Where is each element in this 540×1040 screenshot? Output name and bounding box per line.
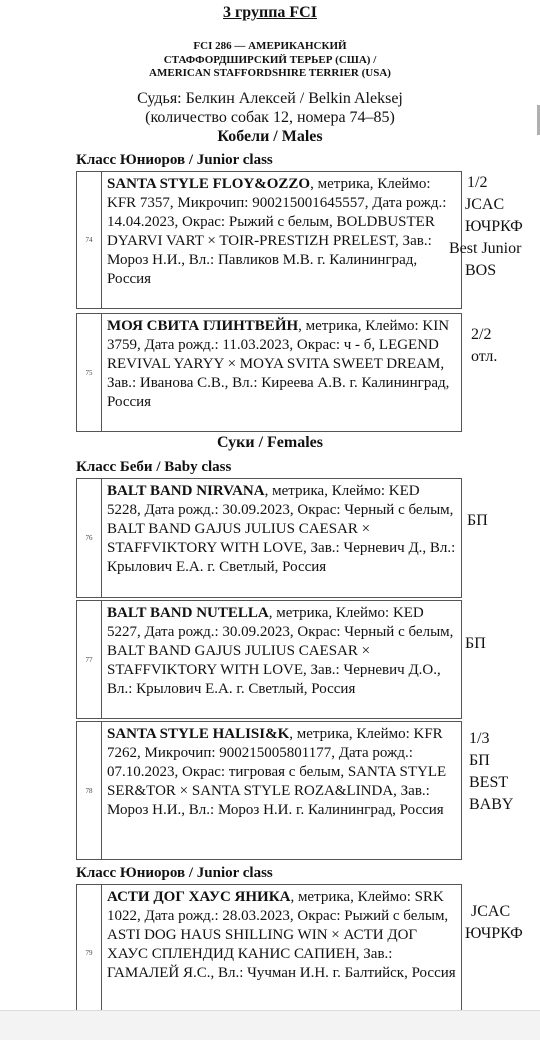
result-grade: 1/2	[467, 174, 488, 191]
dog-details: , метрика, Клеймо: KIN 3759, Дата рожд.: 11.03.2023, Окрас: ч - б, LEGEND REVIVAL YARYY × MOYA SVITA SWEET DREAM, Зав.: Иванова С.В., Вл.: Киреева А.В. г. Калининград, Россия	[107, 318, 450, 410]
entry-results	[465, 901, 523, 945]
entry-results	[449, 172, 523, 282]
breed-line-3: AMERICAN STAFFORDSHIRE TERRIER (USA)	[149, 67, 391, 79]
section-males: Кобели / Males	[217, 128, 323, 145]
class-title-females-junior: Класс Юниоров / Junior class	[76, 865, 273, 881]
entry-number: 74	[77, 172, 102, 308]
class-title-females-baby: Класс Беби / Baby class	[76, 459, 232, 475]
section-females: Суки / Females	[216, 434, 323, 451]
entry-row	[76, 478, 462, 598]
entry-text	[107, 725, 457, 820]
entry-number: 79	[77, 885, 102, 1020]
dog-name: SANTA STYLE FLOY&OZZO	[107, 176, 311, 192]
entry-text	[107, 888, 457, 983]
entry-results	[471, 324, 497, 368]
result-grade: 1/3	[469, 730, 490, 747]
result-title: BEST	[469, 774, 509, 791]
dog-details: , метрика, Клеймо: KED 5228, Дата рожд.: 30.09.2023, Окрас: Черный с белым, BALT BAND GAJUS JULIUS CAESAR × STAFFVIKTORY WITH LOVE, Зав.: Черневич Д., Вл.: Крылович Е.А. г. Светлый, Россия	[107, 483, 456, 575]
result-title: ЮЧРКФ	[465, 218, 523, 235]
entry-results	[467, 510, 488, 532]
entry-number: 75	[77, 314, 102, 431]
entry-number: 76	[77, 479, 102, 597]
entry-row	[76, 600, 462, 719]
entry-number: 77	[77, 601, 102, 718]
judge-info	[0, 89, 540, 127]
dog-name: SANTA STYLE HALISI&K	[107, 726, 290, 742]
result-title: BOS	[465, 262, 497, 279]
result-grade: БП	[465, 635, 486, 652]
entry-row	[76, 171, 462, 309]
result-grade: 2/2	[471, 326, 492, 343]
group-title: 3 группа FCI	[223, 4, 317, 21]
entry-number: 78	[77, 722, 102, 859]
result-title: JCAC	[471, 903, 511, 920]
dog-details: , метрика, Клеймо: KFR 7262, Микрочип: 900215005801177, Дата рожд.: 07.10.2023, Окрас: тигровая с белым, SANTA STYLE SER&TOR × SANTA STYLE ROZA&LINDA, Зав.: Мороз Н.И., Вл.: Мороз Н.И. г. Калининград, Россия	[107, 726, 447, 818]
result-title: BABY	[469, 796, 514, 813]
breed-heading	[0, 40, 540, 81]
entry-text	[107, 482, 457, 577]
entry-results	[465, 633, 486, 655]
judge-name: Судья: Белкин Алексей / Belkin Aleksej	[137, 90, 403, 107]
dog-name: МОЯ СВИТА ГЛИНТВЕЙН	[107, 318, 299, 334]
entry-text	[107, 604, 457, 699]
result-title: Best Junior	[449, 240, 522, 257]
class-title-males-junior: Класс Юниоров / Junior class	[76, 152, 273, 168]
entry-text	[107, 175, 457, 289]
bottom-bar	[0, 1010, 540, 1040]
entry-row	[76, 313, 462, 432]
dog-details: , метрика, Клеймо: KFR 7357, Микрочип: 900215001645557, Дата рожд.: 14.04.2023, Окрас: Рыжий с белым, BOLDBUSTER DYARVI VART × TOIR-PRESTIZH PRELEST, Зав.: Мороз Н.И., Вл.: Павликов М.В. г. Калининград, Россия	[107, 176, 447, 287]
result-grade: БП	[467, 512, 488, 529]
breed-line-2: СТАФФОРДШИРСКИЙ ТЕРЬЕР (США) /	[163, 53, 377, 66]
result-title: JCAC	[465, 196, 505, 213]
dog-count: (количество собак 12, номера 74–85)	[145, 109, 395, 126]
dog-details: , метрика, Клеймо: KED 5227, Дата рожд.: 30.09.2023, Окрас: Черный с белым, BALT BAND GAJUS JULIUS CAESAR × STAFFVIKTORY WITH LOVE, Зав.: Черневич Д.О., Вл.: Крылович Е.А. г. Светлый, Россия	[107, 605, 454, 697]
result-title: ЮЧРКФ	[465, 925, 523, 942]
entry-results	[469, 728, 513, 816]
dog-name: BALT BAND NIRVANA	[107, 483, 265, 499]
result-grade: отл.	[471, 348, 498, 365]
dog-details: , метрика, Клеймо: SRK 1022, Дата рожд.: 28.03.2023, Окрас: Рыжий с белым, ASTI DOG HAUS SHILLING WIN × АСТИ ДОГ ХАУС СПЛЕНДИД КАНИС САПИЕН, Зав.: ГАМАЛЕЙ Я.С., Вл.: Чучман И.Н. г. Балтийск, Россия	[107, 889, 456, 981]
entry-text	[107, 317, 457, 412]
dog-name: АСТИ ДОГ ХАУС ЯНИКА	[107, 889, 291, 905]
dog-name: BALT BAND NUTELLA	[107, 605, 269, 621]
breed-line-1: FCI 286 — АМЕРИКАНСКИЙ	[193, 40, 347, 52]
result-grade: БП	[469, 752, 490, 769]
entry-row	[76, 721, 462, 860]
